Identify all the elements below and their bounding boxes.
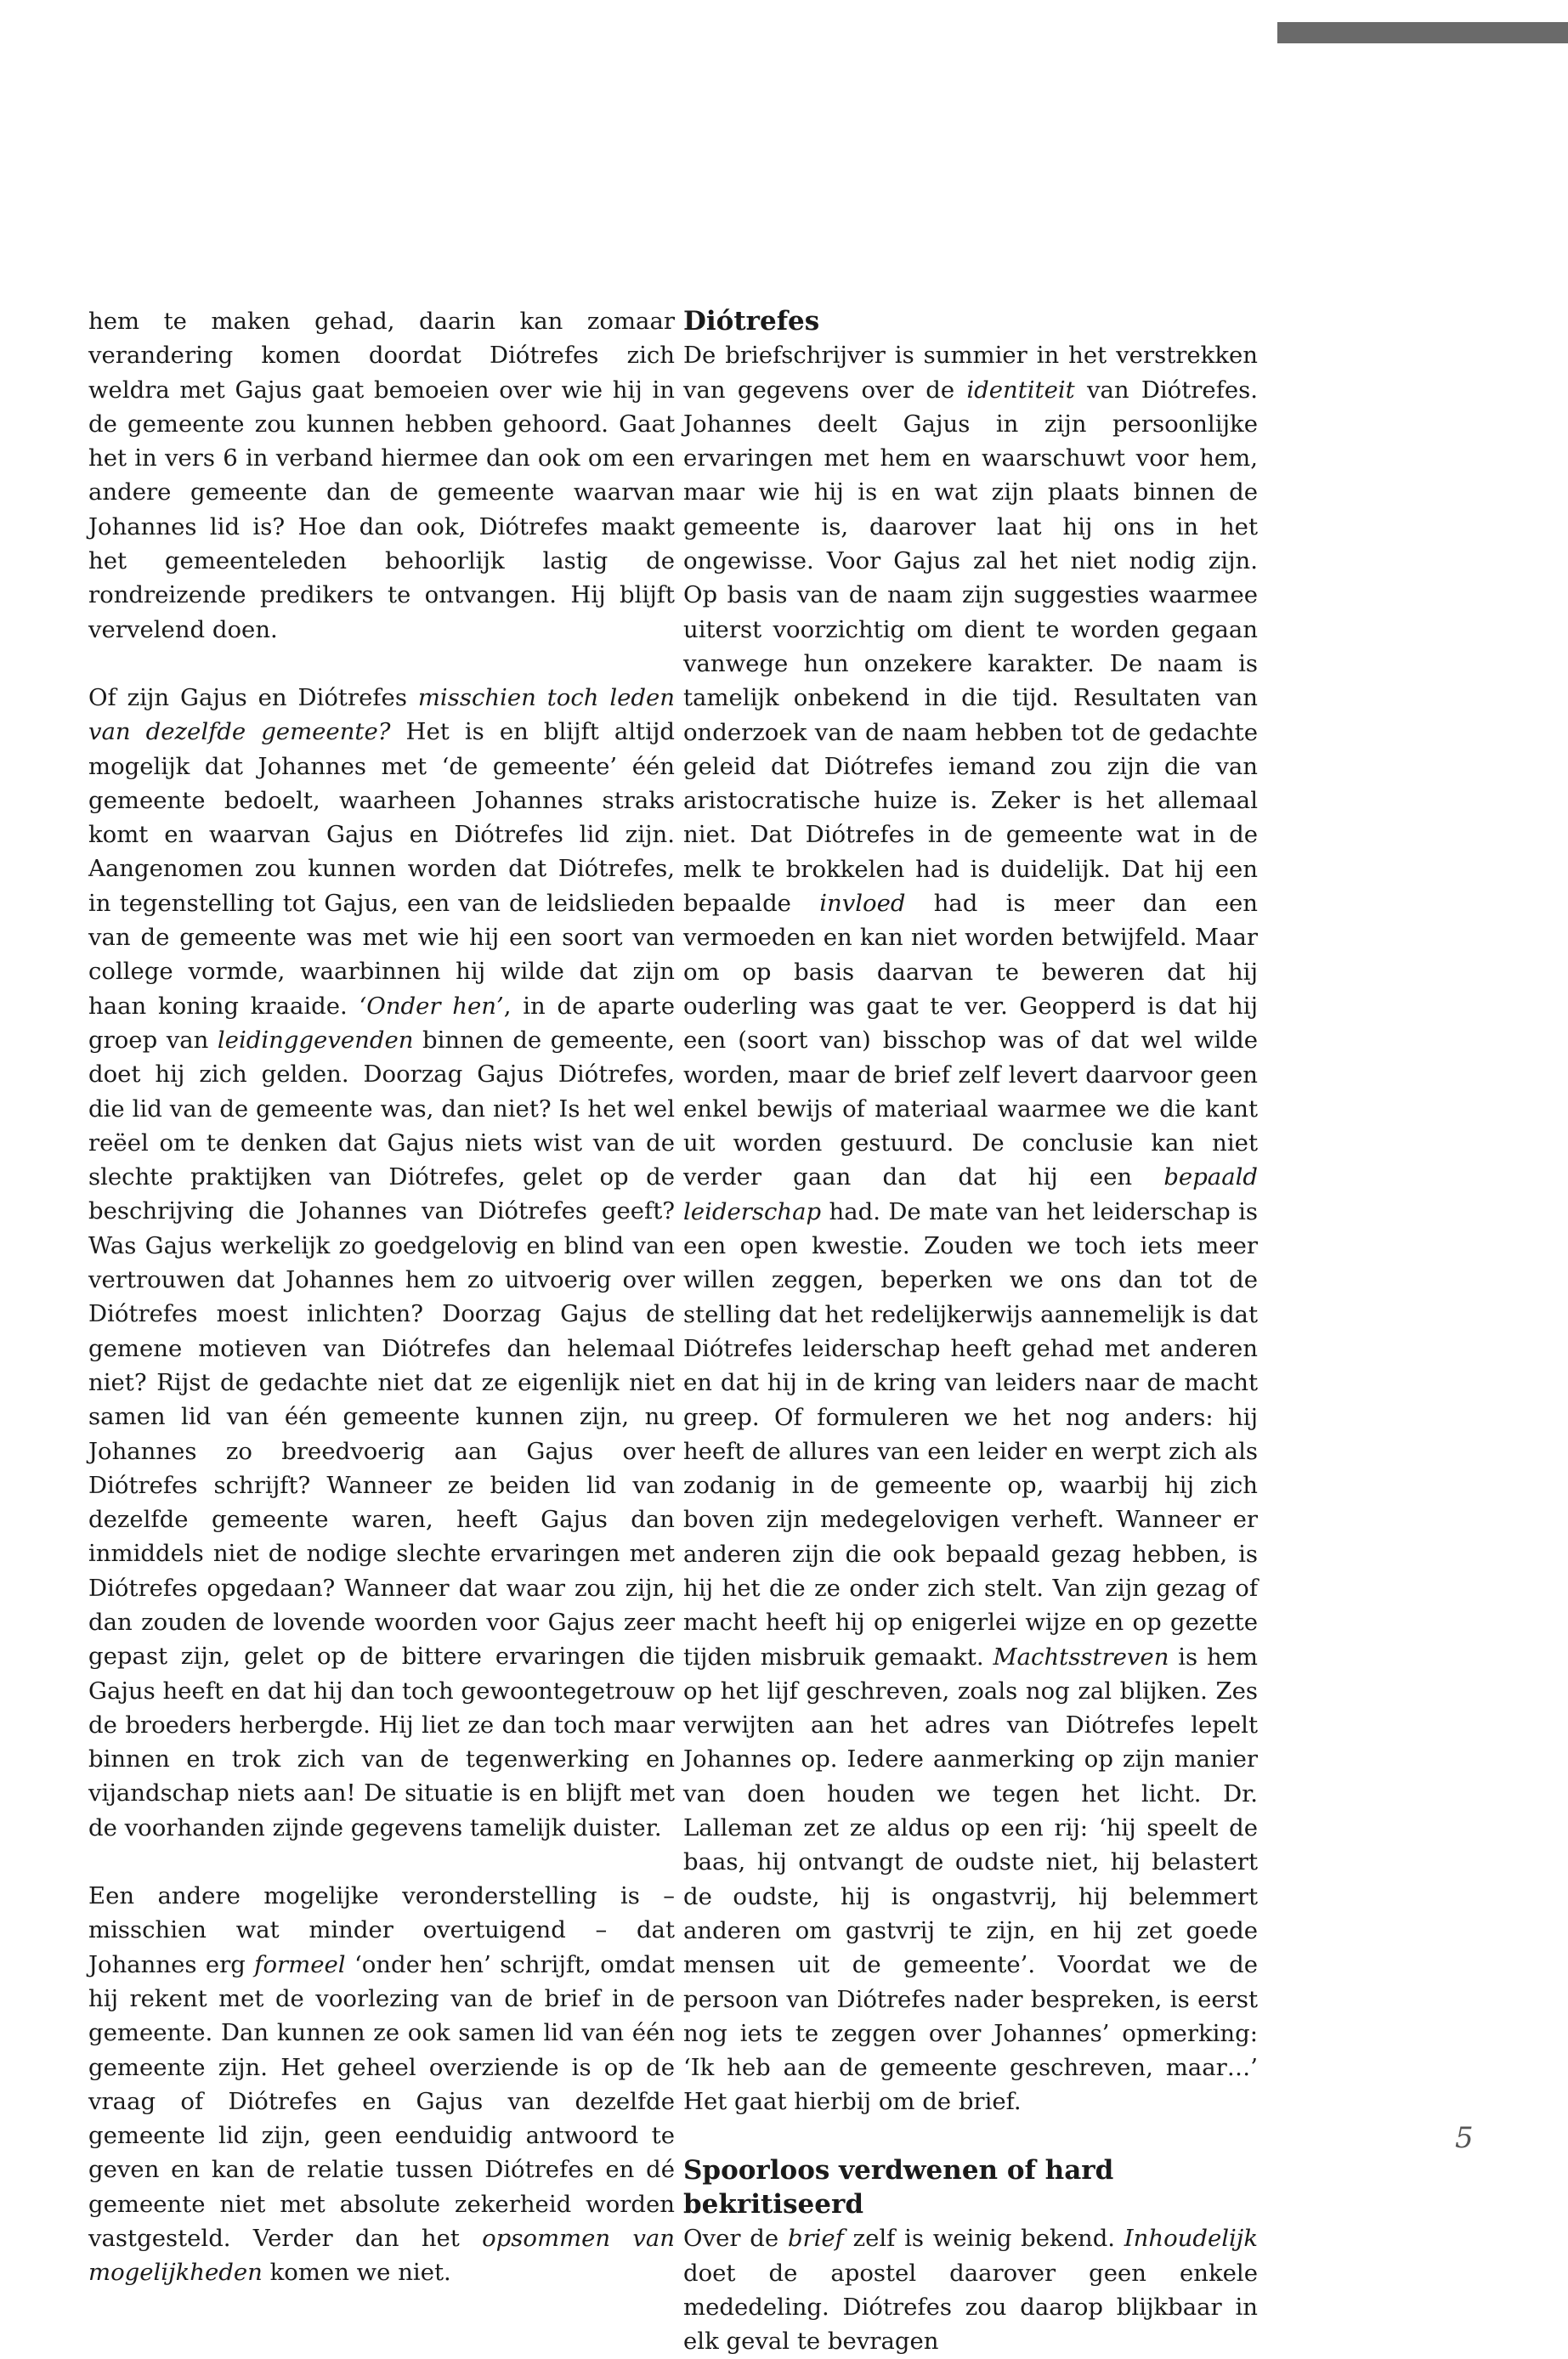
- paragraph: hem te maken gehad, daarin kan zomaar verandering komen doordat Diótrefes zich weldra met Gajus gaat bemoeien over wie hij in de gemeente zou kunnen hebben gehoord. Gaat het in vers 6 in verband hiermee dan ook om een andere gemeente dan de gemeente waarvan Johannes lid is? Hoe dan ook, Diótrefes maakt het gemeenteleden behoorlijk lastig de rondreizende predikers te ontvangen. Hij blijft vervelend doen.: [88, 308, 675, 643]
- left-column: [88, 304, 675, 2290]
- section-heading: Diótrefes: [683, 306, 820, 337]
- text-run: ‘onder hen’ schrijft, omdat hij rekent met de voorlezing van de brief in de gemeente. Dan kunnen ze ook samen lid van één gemeente zijn. Het geheel overziende is op de vraag of Diótrefes en Gajus van dezelfde gemeente lid zijn, geen eenduidig antwoord te geven en kan de relatie tussen Diótrefes en dé gemeente niet met absolute zekerheid worden vastgesteld. Verder dan het: [88, 1950, 675, 2253]
- emphasis: formeel: [254, 1950, 346, 1978]
- page-number: 5: [1455, 2121, 1474, 2155]
- text-run: is hem op het lijf geschreven, zoals nog zal blijken. Zes verwijten aan het adres van Diótrefes lepelt Johannes op. Iedere aanmerking op zijn manier van doen houden we tegen het licht. Dr. Lalleman zet ze aldus op een rij: ‘hij speelt de baas, hij ontvangt de oudste niet, hij belastert de oudste, hij is ongastvrij, hij belemmert anderen om gastvrij te zijn, en hij zet goede mensen uit de gemeente’. Voordat we de persoon van Diótrefes nader bespreken, is eerst nog iets te zeggen over Johannes’ opmerking: ‘Ik heb aan de gemeente geschreven, maar…’ Het gaat hierbij om de brief.: [683, 1643, 1258, 2116]
- paragraph: [88, 681, 675, 1845]
- section-heading: Spoorloos verdwenen of hard bekritiseerd: [683, 2154, 1114, 2220]
- text-run: Het is en blijft altijd mogelijk dat Johannes met ‘de gemeente’ één gemeente bedoelt, waarheen Johannes straks komt en waarvan Gajus en Diótrefes lid zijn. Aangenomen zou kunnen worden dat Diótrefes, in tegenstelling tot Gajus, een van de leidslieden van de gemeente was met wie hij een soort van college vormde, waarbinnen hij wilde dat zijn haan koning kraaide.: [88, 718, 675, 1020]
- paragraph: [683, 338, 1258, 2119]
- right-column: [683, 304, 1258, 2359]
- text-run: De briefschrijver is summier in het verstrekken van gegevens over de: [683, 342, 1258, 404]
- text-run: Over de: [683, 2225, 788, 2253]
- emphasis: brief: [787, 2225, 844, 2253]
- paragraph: [683, 2221, 1258, 2358]
- emphasis: Inhoudelijk: [1124, 2225, 1258, 2253]
- text-run: komen we niet.: [262, 2259, 451, 2287]
- text-run: Een andere mogelijke veronderstelling is – misschien wat minder overtuigend – dat Johannes erg: [88, 1882, 675, 1978]
- emphasis: invloed: [819, 890, 906, 918]
- emphasis: identiteit: [966, 376, 1075, 404]
- emphasis: misschien toch leden van dezelfde gemeente?: [88, 683, 675, 746]
- text-run: Of zijn Gajus en Diótrefes: [88, 683, 418, 711]
- emphasis: Machtsstreven: [993, 1643, 1169, 1671]
- text-run: , in de aparte groep van: [88, 992, 675, 1054]
- emphasis: opsommen van mogelijkheden: [88, 2225, 675, 2287]
- text-run: had is meer dan een vermoeden en kan niet worden betwijfeld. Maar om op basis daarvan te beweren dat hij ouderling was gaat te ver. Geopperd is dat hij een (soort van) bisschop was of dat wel wilde worden, maar de brief zelf levert daarvoor geen enkel bewijs of materiaal waarmee we die kant uit worden gestuurd. De conclusie kan niet verder gaan dan dat hij een: [683, 890, 1258, 1191]
- emphasis: bepaald leiderschap: [683, 1163, 1258, 1225]
- text-run: binnen de gemeente, doet hij zich gelden. Doorzag Gajus Diótrefes, die lid van de gemeente was, dan niet? Is het wel reëel om te denken dat Gajus niets wist van de slechte praktijken van Diótrefes, gelet op de beschrijving die Johannes van Diótrefes geeft? Was Gajus werkelijk zo goedgelovig en blind van vertrouwen dat Johannes hem zo uitvoerig over Diótrefes moest inlichten? Doorzag Gajus de gemene motieven van Diótrefes dan helemaal niet? Rijst de gedachte niet dat ze eigenlijk niet samen lid van één gemeente kunnen zijn, nu Johannes zo breedvoerig aan Gajus over Diótrefes schrijft? Wanneer ze beiden lid van dezelfde gemeente waren, heeft Gajus dan inmiddels niet de nodige slechte ervaringen met Diótrefes opgedaan? Wanneer dat waar zou zijn, dan zouden de lovende woorden voor Gajus zeer gepast zijn, gelet op de bittere ervaringen die Gajus heeft en dat hij dan toch gewoontegetrouw de broeders herbergde. Hij liet ze dan toch maar binnen en trok zich van de tegenwerking en vijandschap niets aan! De situatie is en blijft met de voorhanden zijnde gegevens tamelijk duister.: [88, 1026, 675, 1841]
- emphasis: ‘Onder hen’: [359, 992, 504, 1020]
- header-bar: [1277, 22, 1568, 43]
- text-run: zelf is weinig bekend.: [843, 2225, 1124, 2253]
- text-run: van Diótrefes. Johannes deelt Gajus in zijn persoonlijke ervaringen met hem en waarschuwt voor hem, maar wie hij is en wat zijn plaats binnen de gemeente is, daarover laat hij ons in het ongewisse. Voor Gajus zal het niet nodig zijn. Op basis van de naam zijn suggesties waarmee uiterst voorzichtig om dient te worden gegaan vanwege hun onzekere karakter. De naam is tamelijk onbekend in die tijd. Resultaten van onderzoek van de naam hebben tot de gedachte geleid dat Diótrefes iemand zou zijn die van aristocratische huize is. Zeker is het allemaal niet. Dat Diótrefes in de gemeente wat in de melk te brokkelen had is duidelijk. Dat hij een bepaalde: [683, 376, 1259, 918]
- text-run: had. De mate van het leiderschap is een open kwestie. Zouden we toch iets meer willen zeggen, beperken we ons dan tot de stelling dat het redelijkerwijs aannemelijk is dat Diótrefes leiderschap heeft gehad met anderen en dat hij in de kring van leiders naar de macht greep. Of formuleren we het nog anders: hij heeft de allures van een leider en werpt zich als zodanig in de gemeente op, waarbij hij zich boven zijn medegelovigen verheft. Wanneer er anderen zijn die ook bepaald gezag hebben, is hij het die ze onder zich stelt. Van zijn gezag of macht heeft hij op enigerlei wijze en op gezette tijden misbruik gemaakt.: [683, 1197, 1258, 1671]
- text-run: doet de apostel daarover geen enkele mededeling. Diótrefes zou daarop blijkbaar in elk geval te bevragen: [683, 2259, 1258, 2356]
- paragraph: [88, 1879, 675, 2290]
- emphasis: leidinggevenden: [217, 1026, 414, 1054]
